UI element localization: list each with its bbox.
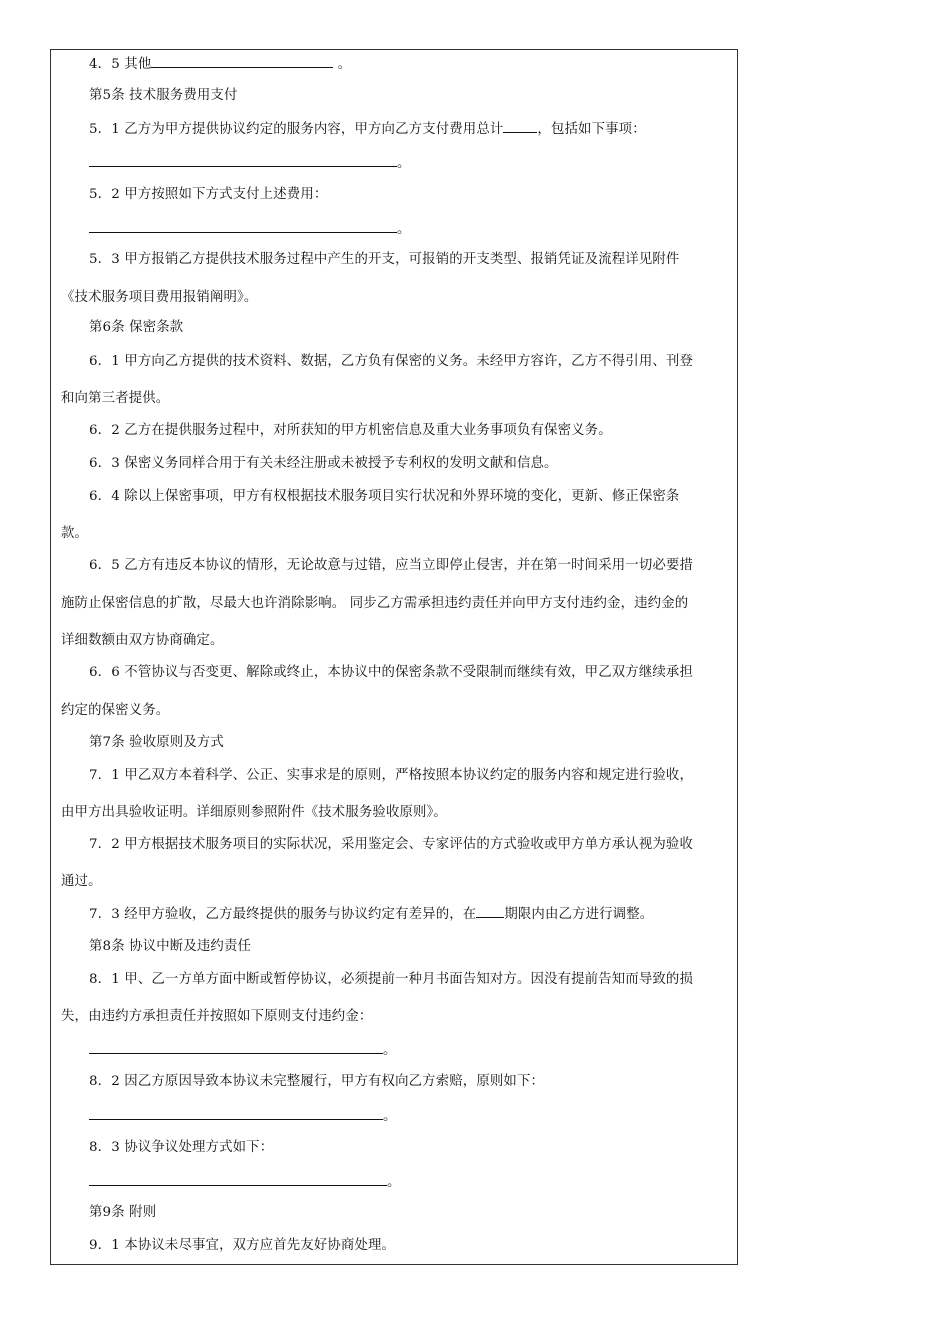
clause-5-3-cont: 《技术服务项目费用报销阐明》。 — [61, 290, 258, 305]
clause-6-3: 6．3 保密义务同样合用于有关未经注册或未被授予专利权的发明文献和信息。 — [89, 456, 558, 471]
article-7-heading: 第7条 验收原则及方式 — [89, 735, 224, 750]
fill-line: 。 — [89, 218, 410, 238]
clause-6-5-cont: 施防止保密信息的扩散，尽最大也许消除影响。 同步乙方需承担违约责任并向甲方支付违约金，违约金的 — [61, 596, 689, 611]
clause-4-5: 4．5 其他 。 — [89, 54, 729, 75]
fill-line: 。 — [89, 1105, 396, 1125]
clause-7-2-cont: 通过。 — [61, 874, 102, 889]
clause-5-1: 5．1 乙方为甲方提供协议约定的服务内容，甲方向乙方支付费用总计 ，包括如下事项： — [89, 119, 729, 140]
article-5-heading: 第5条 技术服务费用支付 — [89, 88, 238, 103]
clause-8-1: 8．1 甲、乙一方单方面中断或暂停协议，必须提前一种月书面告知对方。因没有提前告知而导致的损 — [89, 972, 693, 987]
clause-6-4-cont: 款。 — [61, 526, 89, 541]
fill-line: 。 — [89, 1171, 400, 1191]
fill-line: 。 — [89, 152, 410, 172]
clause-6-1: 6．1 甲方向乙方提供的技术资料、数据，乙方负有保密的义务。未经甲方容许，乙方不得引用、刊登 — [89, 354, 693, 369]
article-9-heading: 第9条 附则 — [89, 1205, 157, 1220]
fill-blank — [476, 904, 504, 918]
clause-9-1: 9．1 本协议未尽事宜，双方应首先友好协商处理。 — [89, 1238, 396, 1253]
clause-7-1: 7．1 甲乙双方本着科学、公正、实事求是的原则，严格按照本协议约定的服务内容和规定进行验收， — [89, 768, 693, 783]
fill-blank — [503, 119, 537, 133]
clause-8-2: 8．2 因乙方原因导致本协议未完整履行，甲方有权向乙方索赔，原则如下： — [89, 1074, 545, 1089]
clause-8-3: 8．3 协议争议处理方式如下： — [89, 1140, 274, 1155]
clause-6-5: 6．5 乙方有违反本协议的情形，无论故意与过错，应当立即停止侵害，并在第一时间采用一切必要措 — [89, 558, 693, 573]
clause-8-1-cont: 失，由违约方承担责任并按照如下原则支付违约金： — [61, 1009, 373, 1024]
document-frame — [50, 49, 738, 1265]
clause-7-3: 7．3 经甲方验收，乙方最终提供的服务与协议约定有差异的，在 期限内由乙方进行调整。 — [89, 904, 729, 925]
clause-6-4: 6．4 除以上保密事项，甲方有权根据技术服务项目实行状况和外界环境的变化，更新、修正保密条 — [89, 489, 680, 504]
fill-blank — [151, 54, 333, 68]
clause-6-2: 6．2 乙方在提供服务过程中，对所获知的甲方机密信息及重大业务事项负有保密义务。 — [89, 423, 612, 438]
clause-6-1-cont: 和向第三者提供。 — [61, 391, 170, 406]
article-8-heading: 第8条 协议中断及违约责任 — [89, 939, 252, 954]
fill-line: 。 — [89, 1039, 396, 1059]
clause-5-3: 5．3 甲方报销乙方提供技术服务过程中产生的开支，可报销的开支类型、报销凭证及流程详见附件 — [89, 252, 680, 267]
article-6-heading: 第6条 保密条款 — [89, 320, 184, 335]
clause-6-6-cont: 约定的保密义务。 — [61, 703, 170, 718]
clause-7-2: 7．2 甲方根据技术服务项目的实际状况，采用鉴定会、专家评估的方式验收或甲方单方承认视为验收 — [89, 837, 693, 852]
clause-6-5-cont2: 详细数额由双方协商确定。 — [61, 633, 224, 648]
clause-6-6: 6．6 不管协议与否变更、解除或终止，本协议中的保密条款不受限制而继续有效，甲乙双方继续承担 — [89, 665, 693, 680]
clause-7-1-cont: 由甲方出具验收证明。详细原则参照附件《技术服务验收原则》。 — [61, 805, 447, 820]
clause-5-2: 5．2 甲方按照如下方式支付上述费用： — [89, 187, 328, 202]
